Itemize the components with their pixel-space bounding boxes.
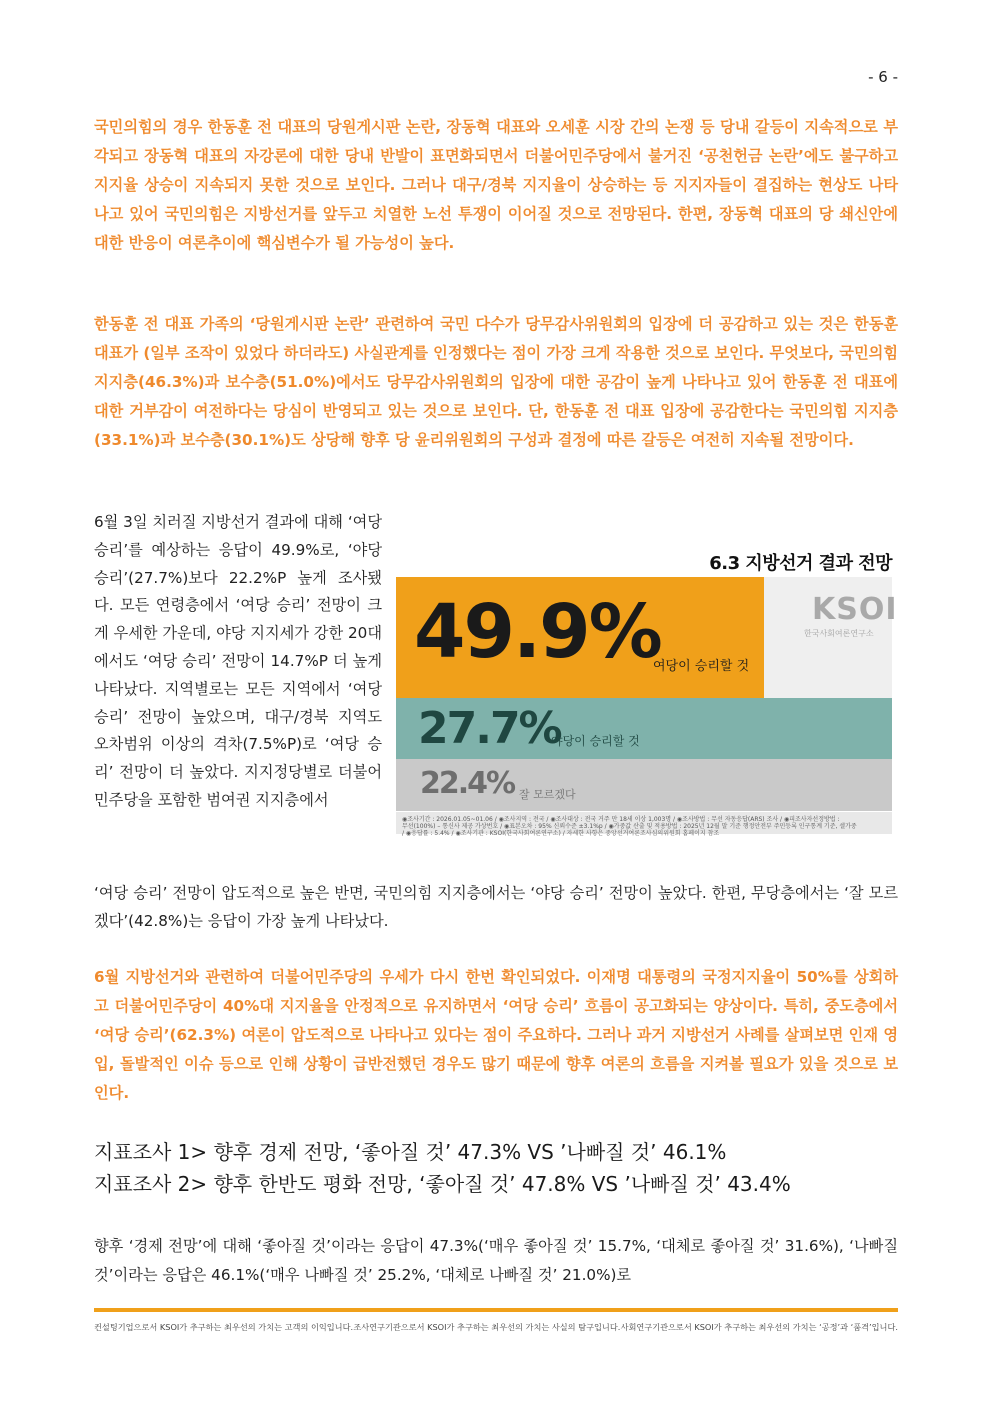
paragraph-ppp-conflict: 국민의힘의 경우 한동훈 전 대표의 당원게시판 논란, 장동혁 대표와 오세훈 시장 간의 논쟁 등 당내 갈등이 지속적으로 부각되고 장동혁 대표의 자강론에 대한 당내 반발이 표면화되면서 더불어민주당에서 불거진 ‘공천헌금 논란’에도 불구하고 지지율 상승이 지속되지 못한 것으로 보인다. 그러나 대구/경북 지지율이 상승하는 등 지지자들이 결집하는 현상도 나타나고 있어 국민의힘은 지방선거를 앞두고 치열한 노선 투쟁이 이어질 것으로 전망된다. 한편, 장동혁 대표의 당 쇄신안에 대한 반응이 여론추이에 핵심변수가 될 가능성이 높다.: [94, 118, 898, 252]
survey-note-line: / ◉응답률 : 5.4% / ◉조사기관 : KSOI(한국사회여론연구소) / 자세한 사항은 중앙선거여론조사심의위원회 홈페이지 참조: [402, 830, 720, 837]
paragraph-bulletin-controversy: 한동훈 전 대표 가족의 ‘당원게시판 논란’ 관련하여 국민 다수가 당무감사위원회의 입장에 더 공감하고 있는 것은 한동훈 대표가 (일부 조작이 있었다 하더라도) 사실관계를 인정했다는 점이 가장 크게 작용한 것으로 보인다. 무엇보다, 국민의힘 지지층(46.3%)과 보수층(51.0%)에서도 당무감사위원회의 입장에 대한 공감이 높게 나타나고 있어 한동훈 전 대표에 대한 거부감이 여전하다는 당심이 반영되고 있는 것으로 보인다. 단, 한동훈 전 대표 입장에 공감한다는 국민의힘 지지층(33.1%)과 보수층(30.1%)도 상당해 향후 당 윤리위원회의 구성과 결정에 따른 갈등은 여전히 지속될 전망이다.: [94, 315, 898, 449]
paragraph-election-outlook: 6월 3일 치러질 지방선거 결과에 대해 ‘여당 승리’를 예상하는 응답이 49.9%로, ‘야당 승리’(27.7%)보다 22.2%P 높게 조사됐다. 모든 연령층에서 ‘여당 승리’ 전망이 크게 우세한 가운데, 야당 지지세가 강한 20대에서도 ‘여당 승리’ 전망이 14.7%P 더 높게 나타났다. 지역별로는 모든 지역에서 ‘여당 승리’ 전망이 높았으며, 대구/경북 지역도 오차범위 이상의 격차(7.5%P)로 ‘여당 승리’ 전망이 더 높았다. 지지정당별로 더불어민주당을 포함한 범여권 지지층에서: [94, 513, 382, 809]
footer-rule: [94, 1308, 898, 1312]
headline-economic-outlook: 지표조사 1> 향후 경제 전망, ‘좋아질 것’ 47.3% VS ’나빠질 것’ 46.1%: [94, 1140, 727, 1164]
paragraph-democratic-advantage: 6월 지방선거와 관련하여 더불어민주당의 우세가 다시 한번 확인되었다. 이재명 대통령의 국정지지율이 50%를 상회하고 더불어민주당이 40%대 지지율을 안정적으로 유지하면서 ‘여당 승리’ 흐름이 공고화되는 양상이다. 특히, 중도층에서 ‘여당 승리’(62.3%) 여론이 압도적으로 나타나고 있다는 점이 주요하다. 그러나 과거 지방선거 사례를 살펴보면 인재 영입, 돌발적인 이슈 등으로 인해 상황이 급반전했던 경우도 많기 때문에 향후 여론의 흐름을 지켜볼 필요가 있을 것으로 보인다.: [94, 968, 898, 1102]
category-label-ruling: 여당이 승리할 것: [653, 659, 750, 674]
footer-slogan-center: 조사연구기관으로서 KSOI가 추구하는 최우선의 가치는 사실의 탐구입니다.: [353, 1322, 621, 1332]
category-label-dont-know: 잘 모르겠다: [519, 788, 576, 801]
footer-slogan-left: 컨설팅기업으로서 KSOI가 추구하는 최우선의 가치는 고객의 이익입니다.: [94, 1322, 354, 1332]
election-forecast-chart: [394, 540, 898, 837]
survey-note-line: ◉조사기간 : 2026.01.05~01.06 / ◉조사지역 : 전국 / ◉조사대상 : 전국 거주 만 18세 이상 1,003명 / ◉조사방법 : 무선 자동응답(ARS) 조사 / ◉피조사자선정방법 :: [402, 816, 840, 823]
footer-slogan-right: 사회연구기관으로서 KSOI가 추구하는 최우선의 가치는 ‘공정’과 ‘품격’입니다.: [620, 1322, 898, 1332]
value-label-opposition: 27.7%: [418, 703, 561, 754]
ksoi-logo: KSOI: [812, 592, 898, 627]
paragraph-economic-outlook: 향후 ‘경제 전망’에 대해 ‘좋아질 것’이라는 응답이 47.3%(‘매우 좋아질 것’ 15.7%, ‘대체로 좋아질 것’ 31.6%), ‘나빠질 것’이라는 응답은 46.1%(‘매우 나빠질 것’ 25.2%, ‘대체로 나빠질 것’ 21.0%)로: [94, 1237, 898, 1284]
category-label-opposition: 야당이 승리할 것: [551, 734, 640, 748]
footer: [94, 1322, 898, 1333]
paragraph-election-outlook-continued: ‘여당 승리’ 전망이 압도적으로 높은 반면, 국민의힘 지지층에서는 ‘야당 승리’ 전망이 높았다. 한편, 무당층에서는 ‘잘 모르겠다’(42.8%)는 응답이 가장 높게 나타났다.: [94, 884, 898, 930]
ksoi-logo-subtitle: 한국사회여론연구소: [804, 629, 874, 638]
headline-peace-outlook: 지표조사 2> 향후 한반도 평화 전망, ‘좋아질 것’ 47.8% VS ’나빠질 것’ 43.4%: [94, 1172, 791, 1196]
chart-title: 6.3 지방선거 결과 전망: [709, 553, 892, 574]
survey-notes: [396, 812, 892, 837]
survey-note-line: 무선(100%) – 통신사 제공 가상번호 / ◉표본오차 : 95% 신뢰수준 ±3.1%p / ◉가중값 산출 및 적용방법 : 2025년 12월 말 기준 행정안전부 주민등록 인구통계 기준, 셀가중: [402, 823, 857, 830]
value-label-dont-know: 22.4%: [420, 766, 515, 801]
value-label-ruling: 49.9%: [414, 589, 661, 675]
page-number: - 6 -: [868, 68, 898, 86]
